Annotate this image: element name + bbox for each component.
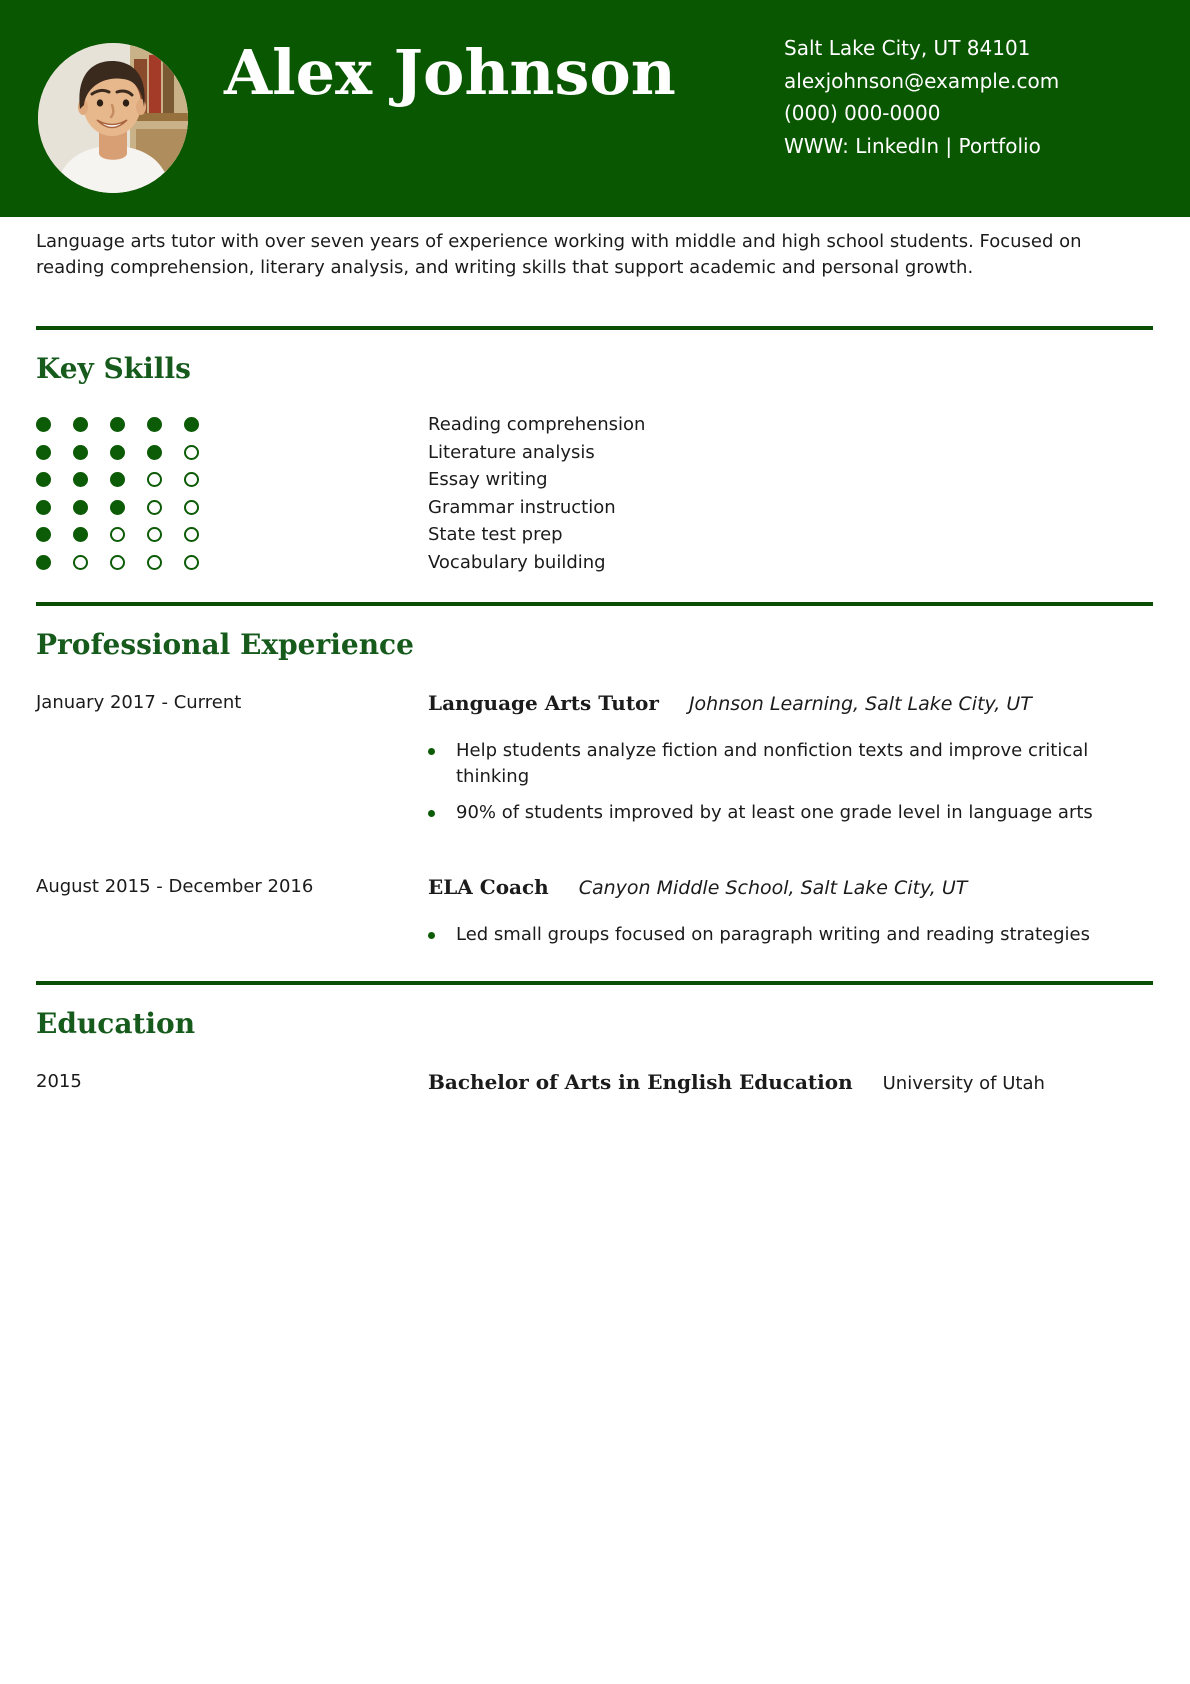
linkedin-link[interactable]: LinkedIn <box>855 133 940 158</box>
bullet-item <box>428 922 1128 948</box>
skill-dot-empty-icon <box>184 445 199 460</box>
bullet-text: Led small groups focused on paragraph writing and reading strategies <box>456 924 1090 945</box>
skill-dot-filled-icon <box>36 445 51 460</box>
bullet-item <box>428 800 1128 826</box>
education-heading: Education <box>36 1007 196 1040</box>
section-divider <box>36 602 1153 606</box>
skill-row <box>36 494 1190 522</box>
skill-rating-dots <box>36 445 428 460</box>
skill-rating-dots <box>36 500 428 515</box>
skill-dot-empty-icon <box>184 472 199 487</box>
skill-dot-empty-icon <box>184 555 199 570</box>
education-year: 2015 <box>36 1071 82 1092</box>
contact-block <box>784 32 1059 162</box>
skill-dot-filled-icon <box>73 472 88 487</box>
skill-label: Grammar instruction <box>428 496 616 518</box>
contact-email: alexjohnson@example.com <box>784 68 1060 93</box>
experience-heading: Professional Experience <box>36 628 414 661</box>
job-title: Language Arts Tutor <box>428 691 659 715</box>
skill-dot-filled-icon <box>36 472 51 487</box>
education-title-line <box>428 1068 1128 1098</box>
portfolio-link[interactable]: Portfolio <box>958 133 1041 158</box>
section-divider <box>36 981 1153 985</box>
skill-dot-filled-icon <box>73 445 88 460</box>
skill-dot-filled-icon <box>110 472 125 487</box>
job-title-line <box>428 689 1128 718</box>
job-title: ELA Coach <box>428 875 549 899</box>
skill-dot-empty-icon <box>147 500 162 515</box>
bullet-text: Help students analyze fiction and nonfiction texts and improve critical thinking <box>456 740 1089 787</box>
skill-row <box>36 466 1190 494</box>
bullet-icon <box>428 748 435 755</box>
skill-dot-filled-icon <box>110 445 125 460</box>
job-bullets <box>428 738 1128 826</box>
skill-dot-empty-icon <box>147 527 162 542</box>
skill-row <box>36 521 1190 549</box>
key-skills-heading: Key Skills <box>36 352 191 385</box>
skill-rating-dots <box>36 555 428 570</box>
skill-dot-empty-icon <box>110 527 125 542</box>
bullet-icon <box>428 932 435 939</box>
skill-row <box>36 549 1190 577</box>
contact-phone: (000) 000-0000 <box>784 101 941 125</box>
name-heading: Alex Johnson <box>224 36 676 109</box>
skill-dot-filled-icon <box>36 500 51 515</box>
job-company: Canyon Middle School, Salt Lake City, UT <box>578 877 968 899</box>
skills-list <box>36 411 1190 576</box>
skill-label: Reading comprehension <box>428 414 646 435</box>
skill-dot-filled-icon <box>110 500 125 515</box>
skill-label: State test prep <box>428 524 563 545</box>
skill-dot-empty-icon <box>184 500 199 515</box>
skill-rating-dots <box>36 417 428 432</box>
skill-rating-dots <box>36 527 428 542</box>
education-school: University of Utah <box>882 1073 1045 1094</box>
skill-dot-filled-icon <box>73 417 88 432</box>
skill-label: Essay writing <box>428 469 548 490</box>
job-title-line <box>428 873 1128 902</box>
skill-dot-filled-icon <box>73 527 88 542</box>
profile-photo <box>38 43 188 193</box>
skill-dot-filled-icon <box>110 417 125 432</box>
skill-label: Literature analysis <box>428 441 595 463</box>
www-label: WWW: <box>784 133 856 158</box>
education-degree: Bachelor of Arts in English Education <box>428 1070 853 1094</box>
bullet-icon <box>428 810 435 817</box>
skill-dot-filled-icon <box>36 527 51 542</box>
skill-dot-empty-icon <box>184 527 199 542</box>
job-entry <box>36 689 1190 836</box>
summary-text: Language arts tutor with over seven years of experience working with middle and high school students. Focused on reading comprehension, literary analysis, and writing skills that support academic and personal growth. <box>36 231 1082 278</box>
skill-row <box>36 439 1190 467</box>
job-bullets <box>428 922 1128 948</box>
skill-dot-empty-icon <box>147 472 162 487</box>
skill-dot-filled-icon <box>147 417 162 432</box>
contact-location: Salt Lake City, UT 84101 <box>784 36 1031 60</box>
job-company: Johnson Learning, Salt Lake City, UT <box>688 693 1032 715</box>
header-banner <box>0 0 1190 217</box>
skill-dot-filled-icon <box>36 417 51 432</box>
link-separator: | <box>939 133 959 158</box>
skill-label: Vocabulary building <box>428 551 606 573</box>
job-dates: January 2017 - Current <box>36 692 242 713</box>
education-entry <box>36 1068 1190 1098</box>
skill-rating-dots <box>36 472 428 487</box>
skill-dot-empty-icon <box>73 555 88 570</box>
job-dates: August 2015 - December 2016 <box>36 876 314 897</box>
skill-dot-empty-icon <box>147 555 162 570</box>
contact-www-line <box>784 130 1059 163</box>
skill-dot-filled-icon <box>36 555 51 570</box>
skill-dot-filled-icon <box>184 417 199 432</box>
profile-photo-illustration <box>38 43 188 193</box>
section-divider <box>36 326 1153 330</box>
job-entry <box>36 873 1190 958</box>
bullet-item <box>428 738 1128 790</box>
bullet-text: 90% of students improved by at least one grade level in language arts <box>456 802 1093 823</box>
skill-dot-filled-icon <box>73 500 88 515</box>
skill-dot-filled-icon <box>147 445 162 460</box>
skill-dot-empty-icon <box>110 555 125 570</box>
skill-row <box>36 411 1190 439</box>
